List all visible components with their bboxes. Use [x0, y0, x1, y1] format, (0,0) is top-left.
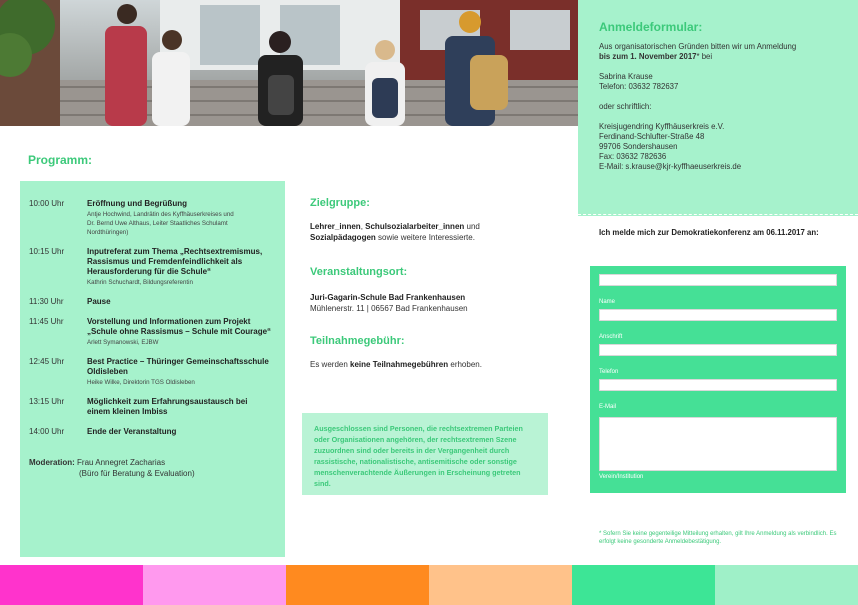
program-time: 11:45 Uhr [29, 317, 64, 326]
name-field[interactable] [599, 274, 837, 286]
registration-title: Anmeldeformular: [599, 20, 703, 34]
program-item [29, 317, 275, 347]
address-label: Anschrift [599, 334, 623, 340]
stripe [572, 565, 715, 605]
program-item-title: Eröffnung und Begrüßung [87, 199, 187, 208]
program-item [29, 199, 275, 237]
students-photo [0, 0, 578, 126]
program-item-speaker: Kathrin Schuchardt, Bildungsreferentin [87, 279, 193, 286]
color-stripes [0, 565, 858, 605]
stripe [715, 565, 858, 605]
stripe [143, 565, 286, 605]
moderation: Moderation: Frau Annegret Zacharias (Büro für Beratung & Evaluation) [29, 458, 195, 478]
program-item-speaker: Arlett Symanowski, EJBW [87, 339, 159, 346]
phone-field[interactable] [599, 344, 837, 356]
program-time: 13:15 Uhr [29, 397, 65, 406]
venue-title: Veranstaltungsort: [310, 266, 408, 278]
fee-title: Teilnahmegebühr: [310, 335, 405, 347]
or-text: oder schriftlich: [599, 102, 652, 111]
email-label: E-Mail [599, 404, 617, 410]
program-time: 12:45 Uhr [29, 357, 65, 366]
target-group-section [310, 197, 550, 243]
program-time: 11:30 Uhr [29, 297, 64, 306]
target-group-text: Lehrer_innen, Schulsozialarbeiter_innen und Sozialpädagogen sowie weitere Interessierte. [310, 222, 480, 242]
address-field-group [599, 309, 837, 341]
venue-text: Juri-Gagarin-Schule Bad Frankenhausen Mühlenerstr. 11 | 06567 Bad Frankenhausen [310, 293, 468, 313]
name-field-group [599, 274, 837, 306]
phone-field-group [599, 344, 837, 376]
program-item [29, 297, 275, 307]
program-time: 14:00 Uhr [29, 427, 65, 436]
registration-form [590, 266, 846, 493]
program-box [20, 181, 285, 557]
program-time: 10:15 Uhr [29, 247, 65, 256]
program-item-speaker: Antje Hochwind, Landrätin des Kyffhäuserkreises und Dr. Bernd Uwe Althaus, Leiter Staatliches Schulamt Nordthüringen) [87, 211, 234, 236]
program-title: Programm: [28, 153, 93, 167]
postal-address: Kreisjugendring Kyffhäuserkreis e.V. Ferdinand-Schlufter-Straße 48 99706 Sondershausen Fax: 03632 782636 E-Mail: s.krause@kjr-kyffhaeuserkreis.de [599, 122, 742, 171]
cut-line [578, 214, 858, 215]
phone-label: Telefon [599, 369, 619, 375]
address-field[interactable] [599, 309, 837, 321]
program-item [29, 427, 275, 437]
contact-person: Sabrina Krause Telefon: 03632 782637 [599, 72, 679, 91]
email-field-group [599, 379, 837, 411]
program-item-title: Möglichkeit zum Erfahrungsaustausch bei einem kleinen Imbiss [87, 397, 248, 416]
program-item-title: Inputreferat zum Thema „Rechtsextremismus, Rassismus und Fremdenfeindlichkeit als Herausforderung für die Schule“ [87, 247, 263, 276]
program-item [29, 247, 275, 287]
program-item-title: Pause [87, 297, 111, 306]
signup-statement: Ich melde mich zur Demokratiekonferenz am 06.11.2017 an: [599, 228, 819, 237]
name-label: Name [599, 299, 616, 305]
exclusion-notice: Ausgeschlossen sind Personen, die rechtsextremen Parteien oder Organisationen angehören, der rechtsextremen Szene zuzuordnen sind oder bereits in der Vergangenheit durch rassistische, nationalistische, antisemitische oder sonstige menschenverachtende Äußerungen in Erscheinung getreten sind. [302, 413, 548, 495]
footnote: * Sofern Sie keine gegenteilige Mitteilung erhalten, gilt Ihre Anmeldung als verbindlich. Es erfolgt keine gesonderte Anmeldebestätigung. [599, 531, 837, 545]
program-item [29, 397, 275, 417]
target-group-title: Zielgruppe: [310, 197, 370, 209]
fee-section [310, 335, 550, 370]
stripe [429, 565, 572, 605]
program-item-title: Ende der Veranstaltung [87, 427, 177, 436]
institution-field[interactable] [599, 417, 837, 471]
program-item-speaker: Heike Wilke, Direktorin TGS Oldisleben [87, 379, 195, 386]
registration-info [578, 0, 858, 216]
stripe [0, 565, 143, 605]
stripe [286, 565, 429, 605]
program-item-title: Best Practice – Thüringer Gemeinschaftsschule Oldisleben [87, 357, 269, 376]
institution-label: Verein/Institution [599, 474, 644, 480]
fee-text: Es werden keine Teilnahmegebühren erhoben. [310, 360, 482, 369]
program-item [29, 357, 275, 387]
email-field[interactable] [599, 379, 837, 391]
program-item-title: Vorstellung und Informationen zum Projekt „Schule ohne Rassismus – Schule mit Courage“ [87, 317, 272, 336]
registration-intro: Aus organisatorischen Gründen bitten wir um Anmeldung bis zum 1. November 2017* bei [599, 42, 797, 61]
venue-section [310, 266, 550, 314]
program-time: 10:00 Uhr [29, 199, 65, 208]
